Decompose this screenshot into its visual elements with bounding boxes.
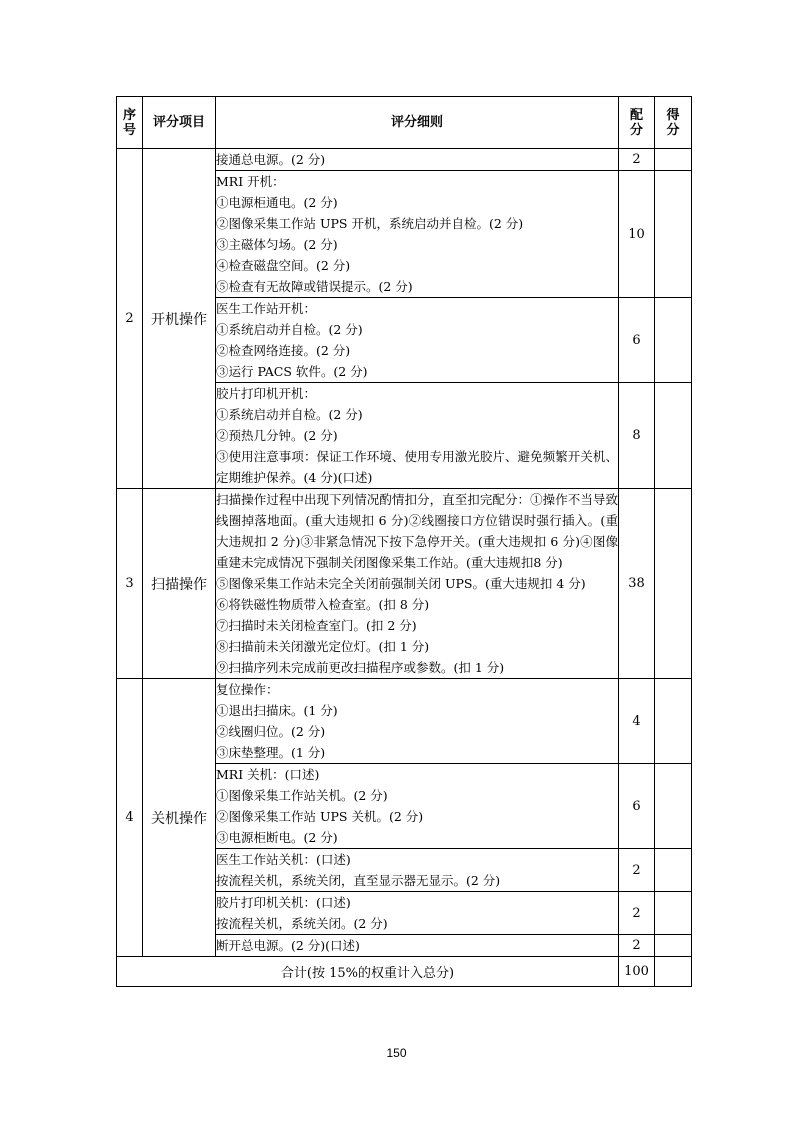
detail-line: MRI 关机：(口述) [216, 767, 320, 782]
earned-cell[interactable] [655, 764, 692, 849]
points-cell: 8 [619, 383, 655, 489]
detail-line: ①系统启动并自检。(2 分) [216, 407, 363, 422]
detail-line: 按流程关机，系统关闭。(2 分) [216, 916, 388, 931]
detail-line: ⑥将铁磁性物质带入检查室。(扣 8 分) [216, 597, 430, 612]
header-seq-char-2: 号 [122, 122, 136, 138]
detail-line: 按流程关机，系统关闭，直至显示器无显示。(2 分) [216, 873, 501, 888]
header-item: 评分项目 [143, 97, 216, 149]
points-cell: 2 [619, 849, 655, 892]
detail-line: 断开总电源。(2 分)(口述) [216, 938, 360, 953]
detail-line: ①系统启动并自检。(2 分) [216, 322, 363, 337]
detail-line: ②图像采集工作站 UPS 关机。(2 分) [216, 809, 424, 824]
points-cell: 2 [619, 892, 655, 935]
total-points: 100 [619, 957, 655, 987]
earned-cell[interactable] [655, 935, 692, 957]
detail-line: ③电源柜断电。(2 分) [216, 830, 338, 845]
detail-line: 胶片打印机开机： [216, 386, 317, 401]
points-cell: 2 [619, 935, 655, 957]
header-earned [655, 97, 692, 149]
section-seq: 3 [117, 489, 143, 679]
detail-line: ②线圈归位。(2 分) [216, 724, 326, 739]
detail-line: ⑦扫描时未关闭检查室门。(扣 2 分) [216, 618, 417, 633]
table-row [117, 489, 692, 679]
detail-line: ①退出扫描床。(1 分) [216, 703, 338, 718]
points-cell: 6 [619, 298, 655, 383]
section-seq: 2 [117, 149, 143, 489]
header-earned-char-1: 得 [666, 107, 680, 123]
points-cell: 2 [619, 149, 655, 171]
table-body [117, 149, 692, 987]
header-points-char-1: 配 [629, 107, 643, 123]
earned-cell[interactable] [655, 679, 692, 764]
detail-line: ②检查网络连接。(2 分) [216, 343, 351, 358]
detail-line: ⑤检查有无故障或错误提示。(2 分) [216, 279, 413, 294]
detail-line: ⑧扫描前未关闭激光定位灯。(扣 1 分) [216, 639, 430, 654]
scoring-table [116, 96, 692, 987]
detail-cell [216, 298, 619, 383]
total-row [117, 957, 692, 987]
header-points-char-2: 分 [629, 122, 643, 138]
detail-line: ③运行 PACS 软件。(2 分) [216, 364, 368, 379]
detail-line: MRI 开机： [216, 174, 285, 189]
detail-line: ③主磁体匀场。(2 分) [216, 237, 338, 252]
detail-line: ④检查磁盘空间。(2 分) [216, 258, 351, 273]
earned-cell[interactable] [655, 298, 692, 383]
header-seq-char-1: 序 [122, 107, 136, 123]
earned-cell[interactable] [655, 149, 692, 171]
detail-cell [216, 489, 619, 679]
points-cell: 10 [619, 171, 655, 298]
detail-line: ②图像采集工作站 UPS 开机，系统启动并自检。(2 分) [216, 216, 524, 231]
earned-cell[interactable] [655, 892, 692, 935]
earned-cell[interactable] [655, 849, 692, 892]
detail-cell [216, 764, 619, 849]
header-row [117, 97, 692, 149]
detail-cell [216, 383, 619, 489]
header-detail: 评分细则 [216, 97, 619, 149]
section-item: 扫描操作 [143, 489, 216, 679]
detail-cell [216, 935, 619, 957]
detail-line: ⑨扫描序列未完成前更改扫描程序或参数。(扣 1 分) [216, 660, 505, 675]
detail-cell [216, 849, 619, 892]
points-cell: 4 [619, 679, 655, 764]
detail-line: ①图像采集工作站关机。(2 分) [216, 788, 388, 803]
detail-line: ⑤图像采集工作站未完全关闭前强制关闭 UPS。(重大违规扣 4 分) [216, 576, 586, 591]
detail-line: ③床垫整理。(1 分) [216, 745, 326, 760]
detail-line: 复位操作： [216, 682, 279, 697]
detail-line: 医生工作站开机： [216, 301, 317, 316]
table-row [117, 149, 692, 171]
earned-cell[interactable] [655, 171, 692, 298]
detail-cell [216, 892, 619, 935]
detail-line: ③使用注意事项：保证工作环境、使用专用激光胶片、避免频繁开关机、定期维护保养。(4 分)(口述) [216, 449, 618, 485]
header-seq [117, 97, 143, 149]
detail-line: 医生工作站关机：(口述) [216, 852, 351, 867]
page-number: 150 [386, 1046, 407, 1060]
total-earned[interactable] [655, 957, 692, 987]
detail-cell [216, 679, 619, 764]
points-cell: 6 [619, 764, 655, 849]
detail-line: 胶片打印机关机：(口述) [216, 895, 351, 910]
header-earned-char-2: 分 [666, 122, 680, 138]
earned-cell[interactable] [655, 383, 692, 489]
section-item: 关机操作 [143, 679, 216, 957]
earned-cell[interactable] [655, 489, 692, 679]
table-row [117, 679, 692, 764]
section-seq: 4 [117, 679, 143, 957]
section-item: 开机操作 [143, 149, 216, 489]
detail-line: 接通总电源。(2 分) [216, 152, 326, 167]
detail-cell [216, 171, 619, 298]
detail-line: 扫描操作过程中出现下列情况酌情扣分，直至扣完配分：①操作不当导致线圈掉落地面。(重大违规扣 6 分)②线圈接口方位错误时强行插入。(重大违规扣 2 分)③非紧急情况下按下急停开关。(重大违规扣 6 分)④图像重建未完成情况下强制关闭图像采集工作站。(重大违规扣8 分) [216, 492, 618, 570]
total-label: 合计(按 15%的权重计入总分) [117, 957, 619, 987]
header-points [619, 97, 655, 149]
detail-line: ②预热几分钟。(2 分) [216, 428, 338, 443]
detail-cell [216, 149, 619, 171]
points-cell: 38 [619, 489, 655, 679]
detail-line: ①电源柜通电。(2 分) [216, 195, 338, 210]
